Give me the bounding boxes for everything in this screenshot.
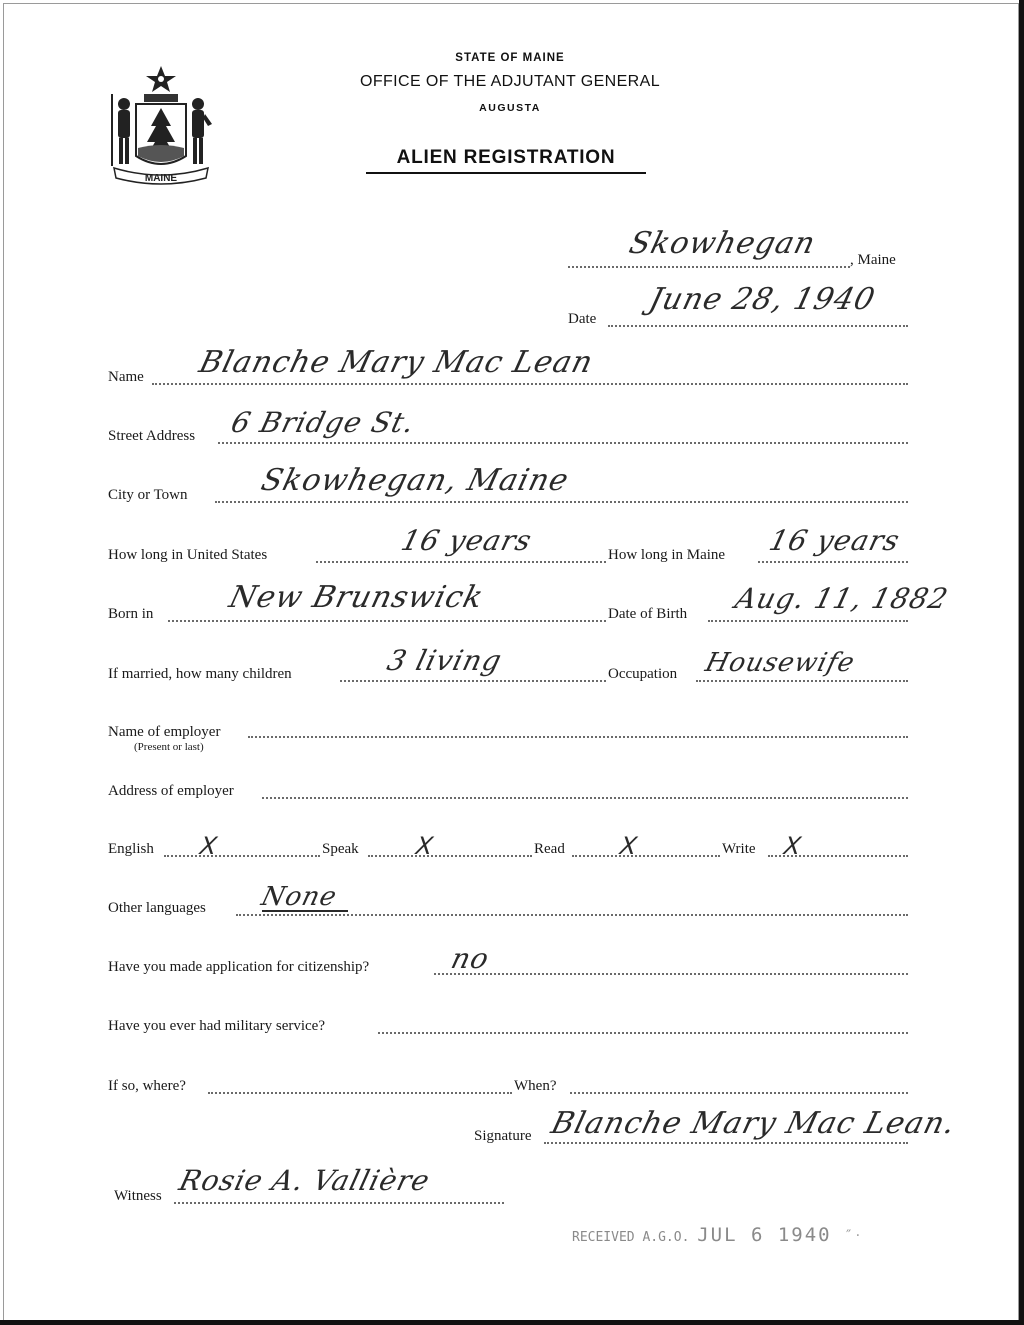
other-languages-value: None [258,882,341,912]
city-value: Skowhegan, Maine [257,463,573,498]
header-office: OFFICE OF THE ADJUTANT GENERAL [359,73,661,90]
seal-text: MAINE [144,173,178,184]
read-checkmark: X [615,832,642,860]
form-title: ALIEN REGISTRATION [366,147,646,174]
date-label: Date [568,311,597,327]
employer-label: Name of employer [108,724,221,740]
speak-line [368,855,532,857]
years-us-value: 16 years [397,524,536,557]
occupation-label: Occupation [608,666,678,682]
where-line [208,1092,512,1094]
english-line [164,855,320,857]
stamp-date: JUL 6 1940 [697,1224,832,1246]
street-label: Street Address [108,428,196,444]
employer-sublabel: (Present or last) [134,741,204,753]
date-value: June 28, 1940 [645,282,879,317]
other-languages-label: Other languages [108,900,206,916]
military-line [378,1032,908,1034]
speak-checkmark: X [411,832,438,860]
dob-line [708,620,908,622]
years-us-line [316,561,606,563]
years-maine-value: 16 years [765,524,904,557]
citizenship-line [434,973,908,975]
witness-line [174,1202,504,1204]
date-line [608,325,908,327]
street-line [218,442,908,444]
stamp-prefix: RECEIVED A.G.O. [572,1230,690,1245]
scan-edge-bottom [0,1320,1024,1325]
english-checkmark: X [195,832,222,860]
dob-value: Aug. 11, 1882 [731,582,952,615]
occupation-line [696,680,908,682]
scan-edge-right [1019,0,1024,1325]
town-line [568,266,850,268]
when-label: When? [514,1078,557,1094]
employer-address-label: Address of employer [108,783,234,799]
read-label: Read [534,841,565,857]
write-label: Write [722,841,756,857]
name-line [152,383,908,385]
name-value: Blanche Mary Mac Lean [195,345,597,380]
speak-label: Speak [322,841,359,857]
children-label: If married, how many children [108,666,292,682]
received-stamp [572,1224,832,1246]
header-city: AUGUSTA [479,102,541,114]
dob-label: Date of Birth [608,606,688,622]
children-line [340,680,606,682]
town-suffix: , Maine [850,252,896,268]
citizenship-label: Have you made application for citizenship? [108,959,370,975]
city-line [215,501,908,503]
witness-value: Rosie A. Vallière [175,1164,434,1197]
stamp-tick-mark: ″ · [846,1228,861,1244]
write-checkmark: X [779,832,806,860]
occupation-value: Housewife [702,648,859,678]
town-value: Skowhegan [625,226,820,261]
employer-line [248,736,908,738]
children-value: 3 living [383,644,506,677]
citizenship-value: no [447,942,494,975]
when-line [570,1092,908,1094]
name-label: Name [108,369,144,385]
years-us-label: How long in United States [108,547,268,563]
other-languages-underline [262,910,348,912]
header-state: STATE OF MAINE [455,52,565,64]
born-in-value: New Brunswick [225,580,488,615]
signature-line [544,1142,908,1144]
street-value: 6 Bridge St. [227,406,419,439]
employer-address-line [262,797,908,799]
other-languages-line [236,914,908,916]
years-maine-label: How long in Maine [608,547,726,563]
born-in-label: Born in [108,606,154,622]
witness-label: Witness [114,1188,162,1204]
born-in-line [168,620,606,622]
where-label: If so, where? [108,1078,186,1094]
read-line [572,855,720,857]
signature-label: Signature [474,1128,532,1144]
military-label: Have you ever had military service? [108,1018,325,1034]
english-label: English [108,841,154,857]
city-label: City or Town [108,487,188,503]
state-seal-icon [108,64,214,190]
signature-value: Blanche Mary Mac Lean. [547,1106,960,1141]
years-maine-line [758,561,908,563]
